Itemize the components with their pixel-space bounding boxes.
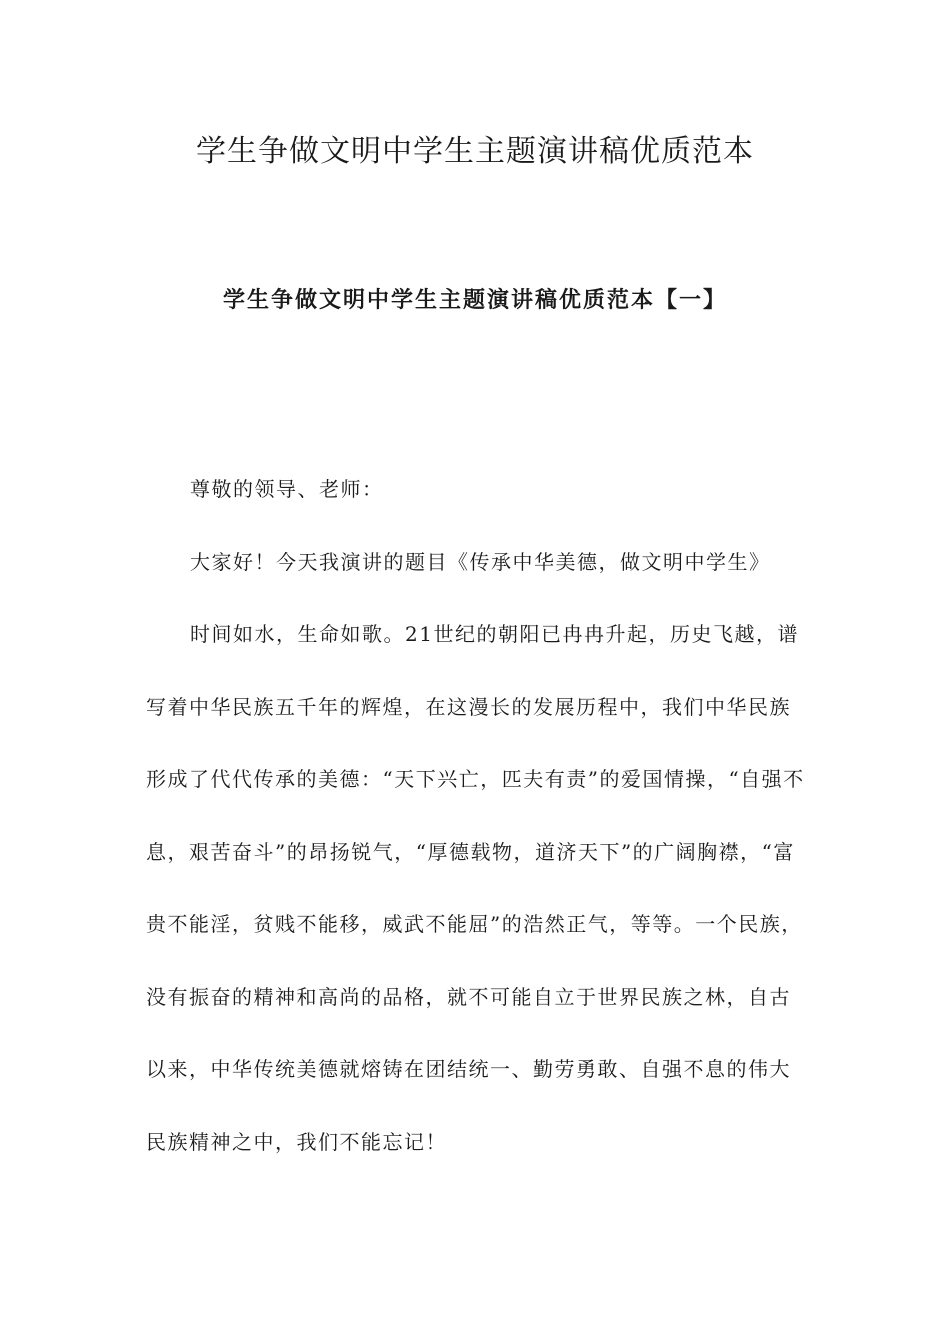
document-body [146, 453, 810, 1178]
greeting-paragraph: 大家好！今天我演讲的题目《传承中华美德，做文明中学生》 [190, 549, 771, 574]
body-paragraph: 时间如水，生命如歌。21世纪的朝阳已冉冉升起，历史飞越，谱写着中华民族五千年的辉煌，在这漫长的发展历程中，我们中华民族形成了代代传承的美德：“天下兴亡，匹夫有责”的爱国情操，“自强不息，艰苦奋斗”的昂扬锐气，“厚德载物，道济天下”的广阔胸襟，“富贵不能淫，贫贱不能移，威武不能屈”的浩然正气，等等。一个民族，没有振奋的精神和高尚的品格，就不可能自立于世界民族之林，自古以来，中华传统美德就熔铸在团结统一、勤劳勇敢、自强不息的伟大民族精神之中，我们不能忘记！ [146, 622, 805, 1154]
document-title: 学生争做文明中学生主题演讲稿优质范本 [196, 134, 754, 169]
salutation-paragraph: 尊敬的领导、老师： [190, 477, 384, 501]
section-heading: 学生争做文明中学生主题演讲稿优质范本【一】 [222, 288, 727, 313]
